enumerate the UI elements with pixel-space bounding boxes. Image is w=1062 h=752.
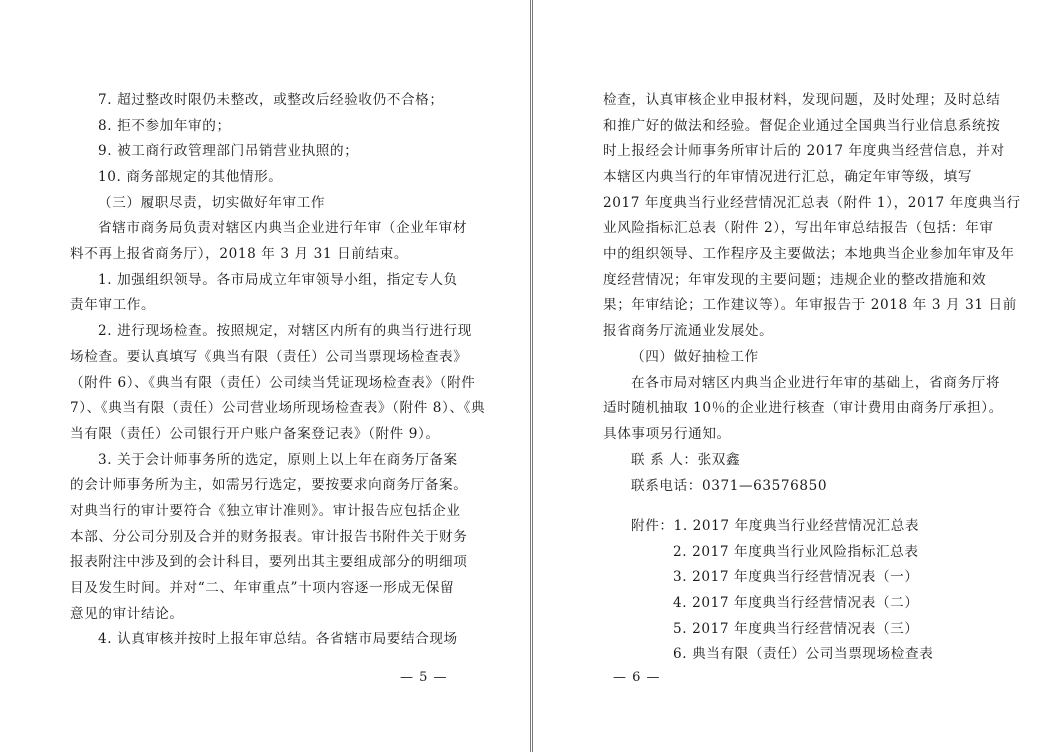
- text-line: 和推广好的做法和经验。督促企业通过全国典当行业信息系统按: [603, 118, 1001, 134]
- text-line: （附件 6）、《典当有限（责任）公司续当凭证现场检查表》（附件: [70, 375, 476, 391]
- text-line: 1. 加强组织领导。各市局成立年审领导小组，指定专人负: [98, 272, 458, 288]
- text-line: 目及发生时间。并对“二、年审重点”十项内容逐一形成无保留: [70, 580, 455, 596]
- text-line: 的会计师事务所为主，如需另行选定，要按要求向商务厅备案。: [70, 477, 468, 493]
- attachment-item: 4. 2017 年度典当行经营情况表（二）: [673, 595, 919, 611]
- page-number: — 5 —: [400, 670, 448, 685]
- text-line: 在各市局对辖区内典当企业进行年审的基础上，省商务厅将: [631, 375, 1001, 391]
- text-line: 3. 关于会计师事务所的选定，原则上以上年在商务厅备案: [98, 452, 458, 468]
- text-line: 7. 超过整改时限仍未整改，或整改后经验收仍不合格；: [98, 92, 444, 108]
- text-line: 适时随机抽取 10％的企业进行核查（审计费用由商务厅承担）。: [603, 400, 1003, 416]
- text-line: 报表附注中涉及到的会计科目，要列出其主要组成部分的明细项: [70, 554, 468, 570]
- text-line: 报省商务厅流通业发展处。: [603, 323, 774, 339]
- text-line: 当有限（责任）公司银行开户账户备案登记表》（附件 9）。: [70, 426, 440, 442]
- section-heading: （三）履职尽责，切实做好年审工作: [98, 195, 326, 211]
- text-line: 7）、《典当有限（责任）公司营业场所现场检查表》（附件 8）、《典: [70, 400, 486, 416]
- text-line: 10. 商务部规定的其他情形。: [98, 169, 283, 185]
- attachment-item: 6. 典当有限（责任）公司当票现场检查表: [673, 646, 934, 662]
- attachment-item: 附件：1. 2017 年度典当行业经营情况汇总表: [631, 518, 920, 534]
- document-page-6: [532, 0, 1062, 752]
- text-line: 4. 认真审核并按时上报年审总结。各省辖市局要结合现场: [98, 631, 458, 647]
- section-heading: （四）做好抽检工作: [631, 349, 759, 365]
- text-line: 时上报经会计师事务所审计后的 2017 年度典当经营信息，并对: [603, 143, 1005, 159]
- text-line: 业风险指标汇总表（附件 2），写出年审总结报告（包括：年审: [603, 220, 994, 236]
- attachment-item: 5. 2017 年度典当行经营情况表（三）: [673, 621, 919, 637]
- text-line: 中的组织领导、工作程序及主要做法；本地典当企业参加年审及年: [603, 246, 1015, 262]
- text-line: 省辖市商务局负责对辖区内典当企业进行年审（企业年审材: [98, 220, 468, 236]
- text-line: 对典当行的审计要符合《独立审计准则》。审计报告应包括企业: [70, 503, 461, 519]
- contact-phone: 联系电话：0371—63576850: [631, 478, 828, 494]
- text-line: 果；年审结论；工作建议等）。年审报告于 2018 年 3 月 31 日前: [603, 297, 1017, 313]
- text-line: 具体事项另行通知。: [603, 426, 731, 442]
- attachment-item: 3. 2017 年度典当行经营情况表（一）: [673, 569, 919, 585]
- text-line: 意见的审计结论。: [70, 606, 184, 622]
- text-line: 本辖区内典当行的年审情况进行汇总，确定年审等级，填写: [603, 169, 973, 185]
- text-line: 场检查。要认真填写《典当有限（责任）公司当票现场检查表》: [70, 349, 468, 365]
- attachment-item: 2. 2017 年度典当行业风险指标汇总表: [673, 544, 919, 560]
- text-line: 料不再上报省商务厅），2018 年 3 月 31 日前结束。: [70, 246, 409, 262]
- text-line: 8. 拒不参加年审的；: [98, 118, 231, 134]
- text-line: 9. 被工商行政管理部门吊销营业执照的；: [98, 143, 359, 159]
- page-number: — 6 —: [613, 670, 661, 685]
- text-line: 度经营情况；年审发现的主要问题；违规企业的整改措施和效: [603, 272, 987, 288]
- text-line: 2. 进行现场检查。按照规定，对辖区内所有的典当行进行现: [98, 323, 472, 339]
- text-line: 本部、分公司分别及合并的财务报表。审计报告书附件关于财务: [70, 529, 468, 545]
- text-line: 责年审工作。: [70, 297, 156, 313]
- text-line: 检查，认真审核企业申报材料，发现问题，及时处理；及时总结: [603, 92, 1001, 108]
- text-line: 2017 年度典当行业经营情况汇总表（附件 1），2017 年度典当行: [603, 195, 1021, 211]
- contact-person: 联 系 人：张双鑫: [631, 452, 741, 468]
